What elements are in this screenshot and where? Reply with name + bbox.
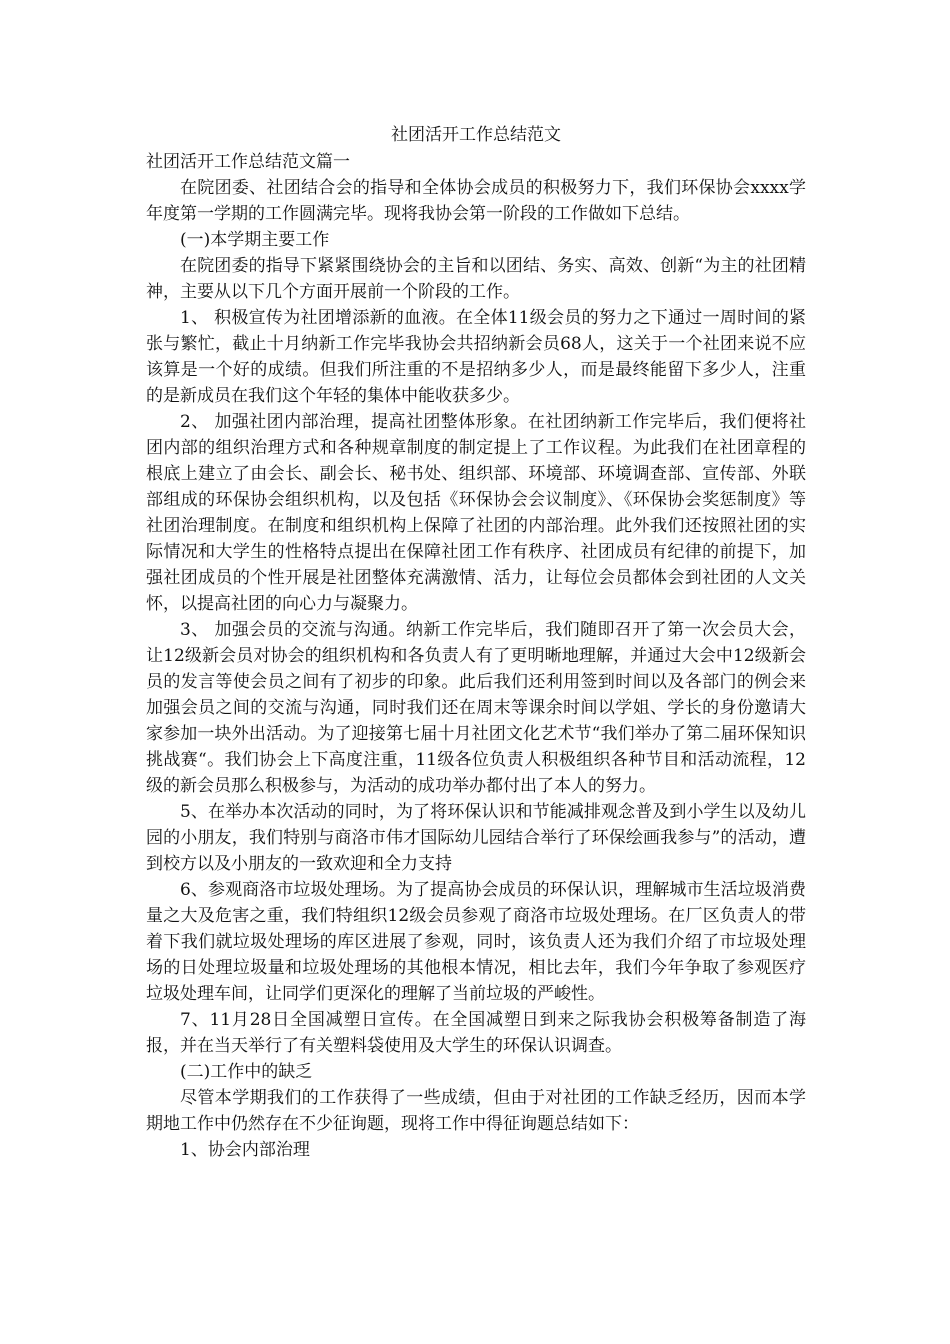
heading-main-work: (一)本学期主要工作	[180, 230, 330, 250]
paragraph-intro: 在院团委、社团结合会的指导和全体协会成员的积极努力下，我们环保协会xxxx学年度第一学期的工作圆满完毕。现将我协会第一阶段的工作做如下总结。	[146, 178, 806, 224]
paragraph-shortcomings: 尽管本学期我们的工作获得了一些成绩，但由于对社团的工作缺乏经历，因而本学期地工作中仍然存在不少征询题，现将工作中得征询题总结如下：	[146, 1088, 806, 1134]
section-heading: 社团活开工作总结范文篇一	[146, 152, 350, 172]
paragraph-item-1: 1、 积极宣传为社团增添新的血液。在全体11级会员的努力之下通过一周时间的紧张与繁忙，截止十月纳新工作完毕我协会共招纳新会员68人，这关于一个社团来说不应该算是一个好的成绩。但我们所注重的不是招纳多少人，而是最终能留下多少人，注重的是新成员在我们这个年轻的集体中能收获多少。	[146, 308, 806, 406]
document-body	[146, 122, 806, 1163]
paragraph-item-6: 6、参观商洛市垃圾处理场。为了提高协会成员的环保认识，理解城市生活垃圾消费量之大及危害之重，我们特组织12级会员参观了商洛市垃圾处理场。在厂区负责人的带着下我们就垃圾处理场的库区进展了参观，同时，该负责人还为我们介绍了市垃圾处理场的日处理垃圾量和垃圾处理场的其他根本情况，相比去年，我们今年争取了参观医疗垃圾处理车间，让同学们更深化的理解了当前垃圾的严峻性。	[146, 880, 806, 1004]
heading-shortcomings: (二)工作中的缺乏	[180, 1062, 313, 1082]
document-title: 社团活开工作总结范文	[391, 125, 561, 145]
paragraph-internal-management: 1、协会内部治理	[180, 1140, 310, 1160]
paragraph-item-7: 7、11月28日全国减塑日宣传。在全国减塑日到来之际我协会积极筹备制造了海报，并在当天举行了有关塑料袋使用及大学生的环保认识调查。	[146, 1010, 806, 1056]
paragraph-item-2: 2、 加强社团内部治理，提高社团整体形象。在社团纳新工作完毕后，我们便将社团内部的组织治理方式和各种规章制度的制定提上了工作议程。为此我们在社团章程的根底上建立了由会长、副会长、秘书处、组织部、环境部、环境调查部、宣传部、外联部组成的环保协会组织机构，以及包括《环保协会会议制度》、《环保协会奖惩制度》等社团治理制度。在制度和组织机构上保障了社团的内部治理。此外我们还按照社团的实际情况和大学生的性格特点提出在保障社团工作有秩序、社团成员有纪律的前提下，加强社团成员的个性开展是社团整体充满激情、活力，让每位会员都体会到社团的人文关怀，以提高社团的向心力与凝聚力。	[146, 412, 806, 614]
paragraph-item-5: 5、在举办本次活动的同时，为了将环保认识和节能减排观念普及到小学生以及幼儿园的小朋友，我们特别与商洛市伟才国际幼儿园结合举行了环保绘画我参与”的活动，遭到校方以及小朋友的一致欢迎和全力支持	[146, 802, 806, 874]
paragraph-item-3: 3、 加强会员的交流与沟通。纳新工作完毕后，我们随即召开了第一次会员大会，让12级新会员对协会的组织机构和各负责人有了更明晰地理解，并通过大会中12级新会员的发言等使会员之间有了初步的印象。此后我们还利用签到时间以及各部门的例会来加强会员之间的交流与沟通，同时我们还在周末等课余时间以学姐、学长的身份邀请大家参加一块外出活动。为了迎接第七届十月社团文化艺术节“我们举办了第二届环保知识挑战赛“。我们协会上下高度注重，11级各位负责人积极组织各种节目和活动流程，12级的新会员那么积极参与，为活动的成功举办都付出了本人的努力。	[146, 620, 806, 796]
paragraph-overview: 在院团委的指导下紧紧围绕协会的主旨和以团结、务实、高效、创新“为主的社团精神，主要从以下几个方面开展前一个阶段的工作。	[146, 256, 806, 302]
